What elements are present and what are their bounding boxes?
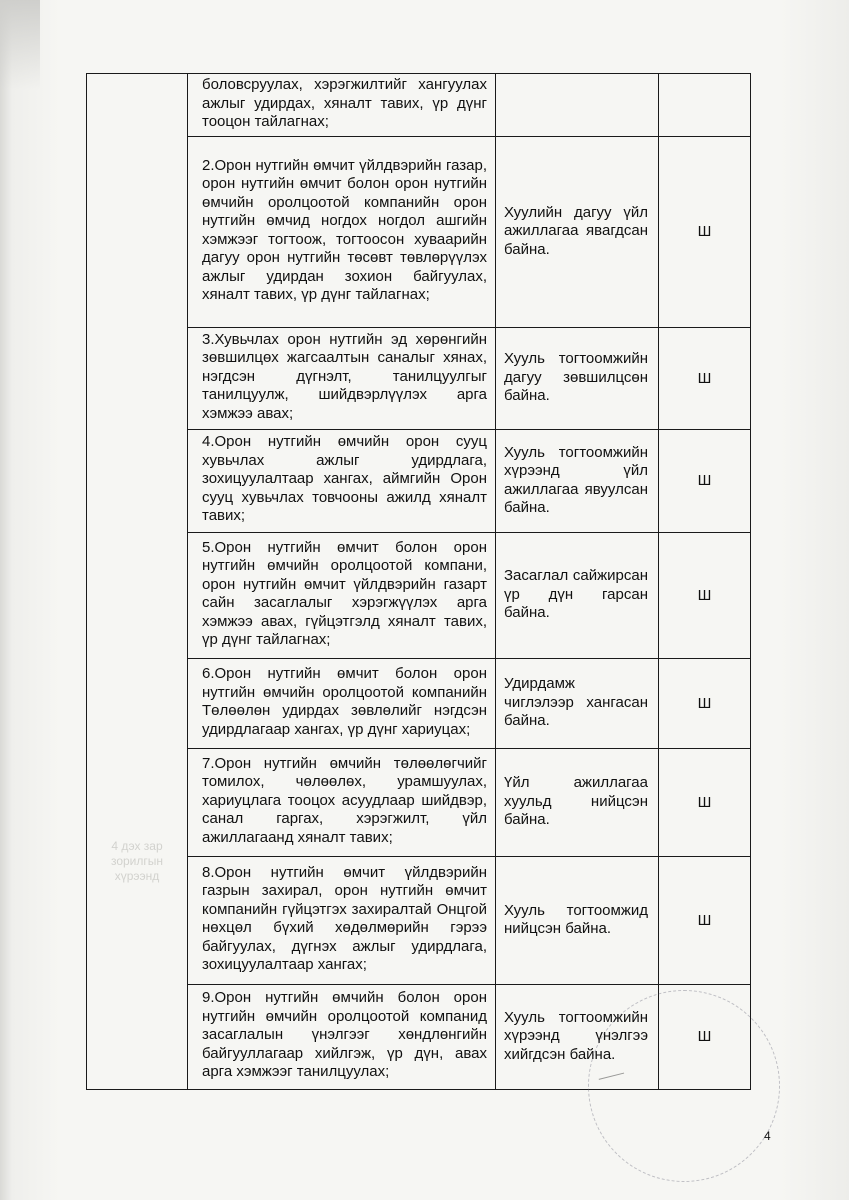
activity-cell [188, 532, 496, 658]
activity-text: 4.Орон нутгийн өмчийн орон сууц хувьчлах ажлыг удирдлага, зохицуулалтаар хангах, аймгийн Орон сууц хувьчлах товчооны ажилд хяналт тавих; [202, 433, 487, 525]
result-text: Хууль тогтоомжид нийцсэн байна. [504, 901, 648, 937]
grade-text: Ш [697, 223, 712, 240]
grade-cell [659, 856, 751, 984]
grade-text: Ш [697, 472, 712, 489]
activity-cell [188, 327, 496, 429]
result-cell [496, 856, 659, 984]
grade-cell [659, 327, 751, 429]
activity-text: боловсруулах, хэрэгжилтийг хангуулах ажлыг удирдах, хяналт тавих, үр дүнг тооцон тайлагнах; [202, 76, 487, 130]
result-text: Хууль тогтоомжийн хүрээнд үйл ажиллагаа явуулсан байна. [504, 443, 648, 516]
grade-cell [659, 74, 751, 137]
grade-text: Ш [697, 1028, 712, 1045]
result-text: Хууль тогтоомжийн хүрээнд үнэлгээ хийгдсэн байна. [504, 1008, 648, 1063]
table-row [87, 74, 751, 137]
result-cell [496, 748, 659, 856]
activity-text: 7.Орон нутгийн өмчийн төлөөлөгчийг томилох, чөлөөлөх, урамшуулах, хариуцлага тооцох асуудлаар шийдвэр, санал гаргах, хэрэгжилт, үйл ажиллагаанд хяналт тавих; [202, 754, 487, 846]
result-text: Үйл ажиллагаа хуульд нийцсэн байна. [504, 774, 648, 829]
result-text [496, 103, 658, 107]
result-text: Хууль тогтоомжийн дагуу зөвшилцсөн байна. [504, 350, 648, 405]
activity-cell [188, 748, 496, 856]
activity-text: 3.Хувьчлах орон нутгийн эд хөрөнгийн зөвшилцөх жагсаалтын саналыг хянах, нэгдсэн дүгнэлт, танилцуулгыг танилцуулж, шийдвэрлүүлэх арга хэмжээ авах; [202, 330, 487, 422]
activity-cell [188, 429, 496, 532]
activity-cell [188, 984, 496, 1089]
page-number: 4 [764, 1129, 771, 1143]
activity-cell [188, 856, 496, 984]
result-cell [496, 429, 659, 532]
grade-cell [659, 532, 751, 658]
result-cell [496, 658, 659, 748]
activity-table [86, 73, 751, 1090]
activity-text: 2.Орон нутгийн өмчит үйлдвэрийн газар, орон нутгийн өмчит болон орон нутгийн өмчийн оролцоотой компанийн орон нутгийн өмчид ногдох ногдол ашгийн хэмжээг тогтоож, тогтоосон хуваарийн дагуу орон нутгийн төсөвт төвлөрүүлэх ажлыг удирдан зохион байгуулах, хяналт тавих, үр дүнг тайлагнах; [202, 156, 487, 303]
activity-text: 8.Орон нутгийн өмчит үйлдвэрийн газрын захирал, орон нутгийн өмчит компанийн гүйцэтгэх захиралтай Онцгой нөхцөл бүхий хөдөлмөрийн гэрээ байгуулах, дүгнэх ажлыг удирдлага, зохицуулалтаар хангах; [202, 863, 487, 973]
scan-shadow [0, 0, 40, 90]
grade-cell [659, 429, 751, 532]
activity-text: 6.Орон нутгийн өмчит болон орон нутгийн өмчийн оролцоотой компанийн Төлөөлөн удирдах зөвлөлийг нэгдсэн удирдлагаар хангах, үр дүнг хариуцах; [202, 665, 487, 738]
result-text: Хуулийн дагуу үйл ажиллагаа явагдсан байна. [504, 203, 648, 258]
grade-text: Ш [697, 694, 712, 712]
activity-cell [188, 658, 496, 748]
result-cell [496, 532, 659, 658]
activity-cell [188, 136, 496, 327]
grade-text: Ш [697, 793, 712, 811]
result-cell [496, 327, 659, 429]
grade-text: Ш [697, 369, 712, 387]
grade-cell [659, 748, 751, 856]
result-cell [496, 136, 659, 327]
result-cell [496, 74, 659, 137]
activity-text: 9.Орон нутгийн өмчийн болон орон нутгийн өмчийн оролцоотой компанид засаглалын үнэлгээг хөндлөнгийн байгууллагаар хийлгэж, үр дүн, авах арга хэмжээг танилцуулах; [202, 989, 487, 1081]
grade-text: Ш [697, 586, 712, 604]
result-text: Засаглал сайжирсан үр дүн гарсан байна. [504, 567, 648, 622]
grade-cell [659, 136, 751, 327]
activity-text: 5.Орон нутгийн өмчит болон орон нутгийн өмчийн оролцоотой компани, орон нутгийн өмчит үйлдвэрийн газарт сайн засаглалыг хэрэгжүүлэх арга хэмжээ авах, гүйцэтгэлд хяналт тавих, үр дүнг тайлагнах; [202, 538, 487, 648]
result-text: Удирдамж чиглэлээр хангасан байна. [504, 675, 648, 730]
activity-cell [188, 74, 496, 137]
grade-cell [659, 658, 751, 748]
goal-cell [87, 74, 188, 1090]
goal-ghost-text: 4 дэх зар зорилгын хүрээнд [110, 838, 164, 883]
faded-stamp [588, 990, 780, 1182]
grade-text: Ш [697, 911, 712, 929]
